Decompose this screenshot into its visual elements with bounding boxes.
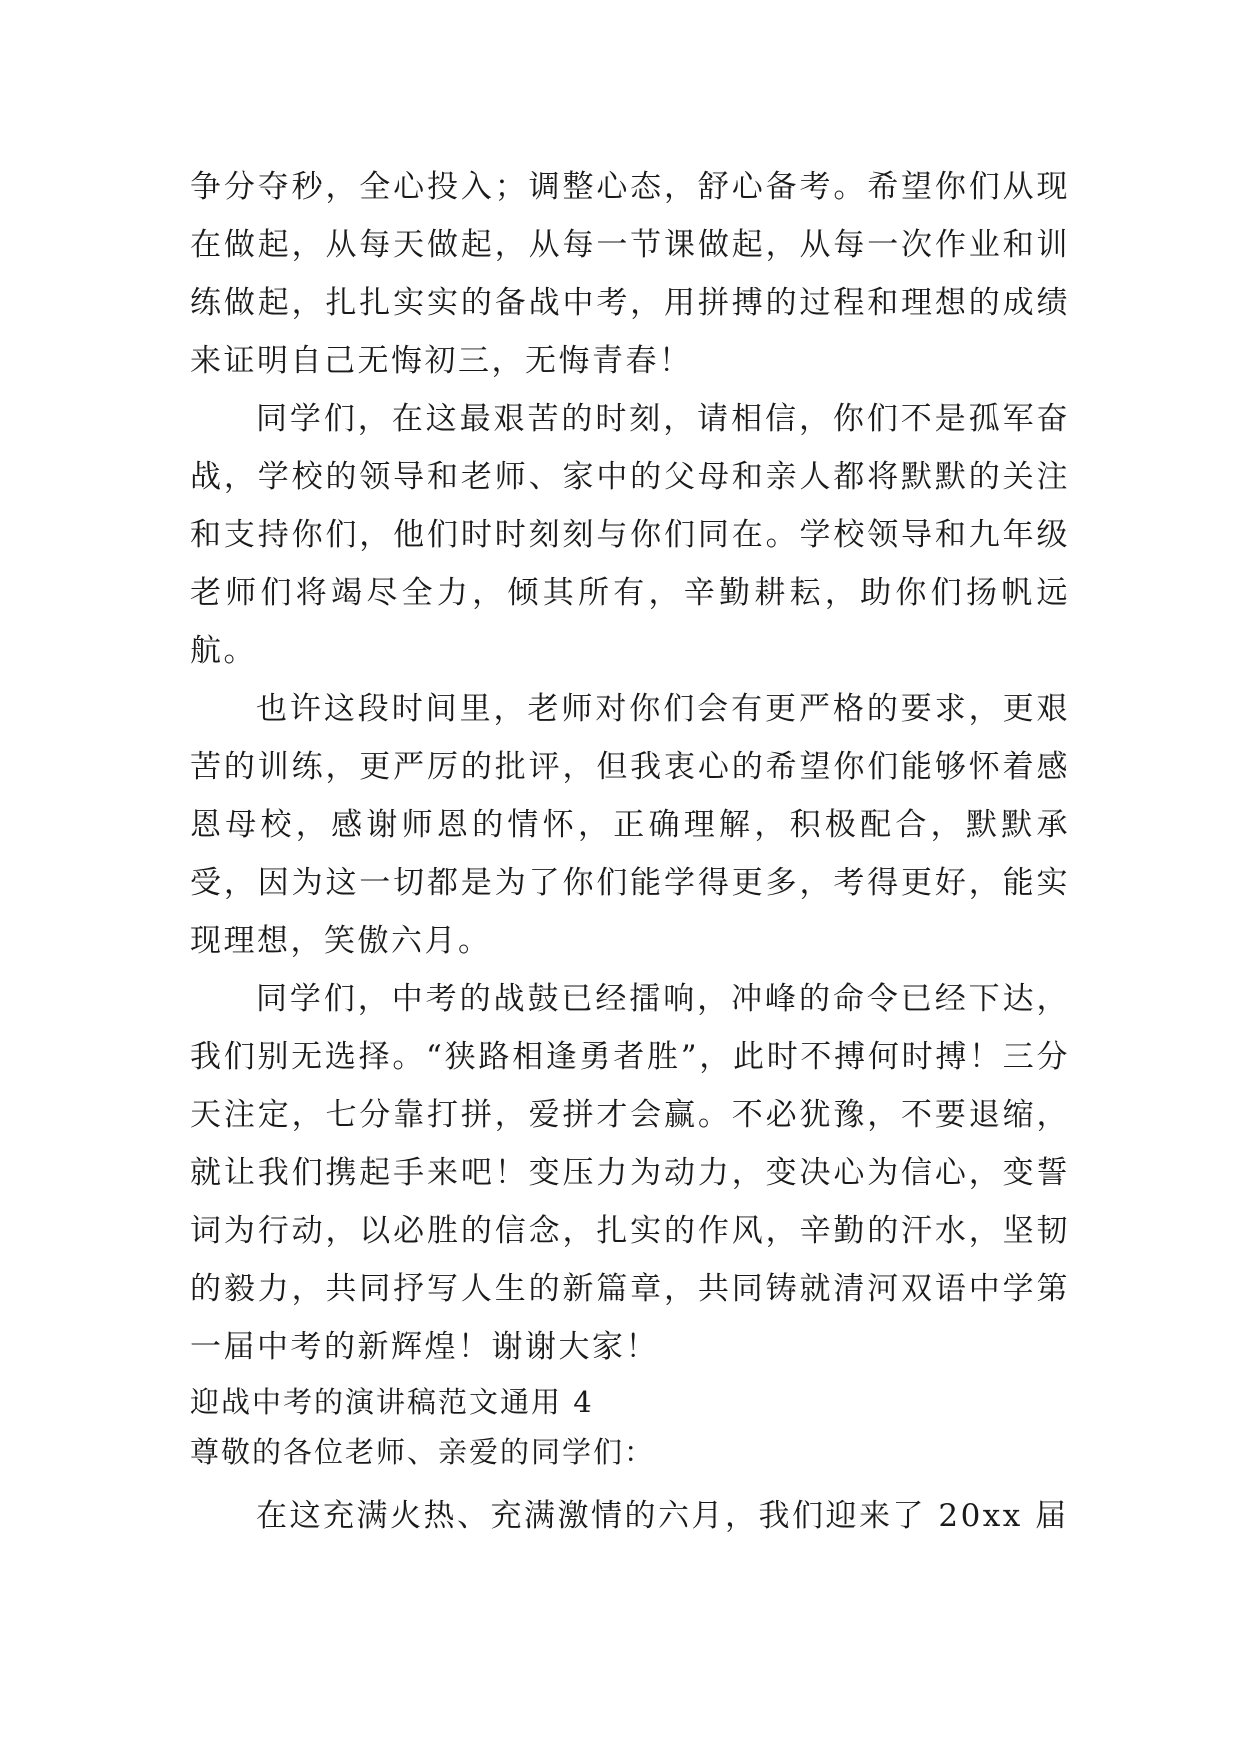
paragraph-closing: 同学们，中考的战鼓已经擂响，冲峰的命令已经下达，我们别无选择。“狭路相逢勇者胜”，此时不搏何时搏！三分天注定，七分靠打拼，爱拼才会赢。不必犹豫，不要退缩，就让我们携起手来吧！变压力为动力，变决心为信心，变誓词为行动，以必胜的信念，扎实的作风，辛勤的汗水，坚韧的毅力，共同抒写人生的新篇章，共同铸就清河双语中学第一届中考的新辉煌！谢谢大家！ bbox=[190, 981, 1070, 1365]
paragraph-continuation: 争分夺秒，全心投入；调整心态，舒心备考。希望你们从现在做起，从每天做起，从每一节课做起，从每一次作业和训练做起，扎扎实实的备战中考，用拼搏的过程和理想的成绩来证明自己无悔初三，无悔青春！ bbox=[190, 169, 1070, 379]
speech-body bbox=[190, 158, 1070, 1376]
paragraph-expectations: 也许这段时间里，老师对你们会有更严格的要求，更艰苦的训练，更严厉的批评，但我衷心的希望你们能够怀着感恩母校，感谢师恩的情怀，正确理解，积极配合，默默承受，因为这一切都是为了你们能学得更多，考得更好，能实现理想，笑傲六月。 bbox=[190, 691, 1070, 959]
section-heading: 迎战中考的演讲稿范文通用 4 bbox=[190, 1385, 594, 1419]
section-opening-line: 在这充满火热、充满激情的六月，我们迎来了 20xx 届 bbox=[256, 1498, 1069, 1534]
paragraph-support: 同学们，在这最艰苦的时刻，请相信，你们不是孤军奋战，学校的领导和老师、家中的父母和亲人都将默默的关注和支持你们，他们时时刻刻与你们同在。学校领导和九年级老师们将竭尽全力，倾其所有，辛勤耕耘，助你们扬帆远航。 bbox=[190, 401, 1070, 669]
speech-section-4 bbox=[190, 1377, 1070, 1545]
section-salutation: 尊敬的各位老师、亲爱的同学们： bbox=[190, 1435, 656, 1469]
